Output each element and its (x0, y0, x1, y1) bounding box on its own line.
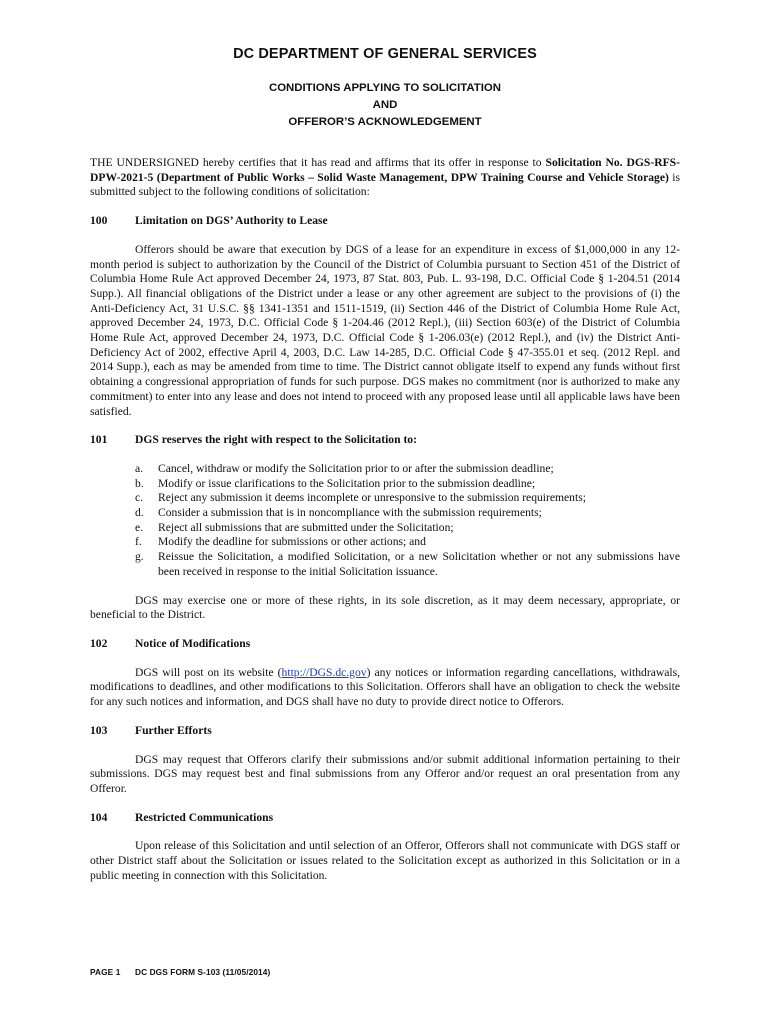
list-item (90, 550, 680, 579)
section-title: Restricted Communications (135, 810, 274, 824)
page-footer (90, 967, 270, 977)
section-103-paragraph: DGS may request that Offerors clarify their submissions and/or submit additional information pertaining to their submissions. DGS may request best and final submissions from any Offeror and/or request an oral presentation from any Offeror. (90, 752, 680, 795)
list-item (90, 521, 680, 536)
section-title: Limitation on DGS’ Authority to Lease (135, 214, 328, 228)
list-item-letter: a. (135, 461, 144, 475)
list-item-text: Reject any submission it deems incomplete or unresponsive to the submission requirements; (158, 491, 586, 505)
section-title: DGS reserves the right with respect to the Solicitation to: (135, 433, 417, 447)
list-item-text: Modify the deadline for submissions or other actions; and (158, 535, 426, 549)
list-item-text: Cancel, withdraw or modify the Solicitation prior to or after the submission deadline; (158, 461, 554, 475)
rights-list (90, 462, 680, 580)
list-item-text: Reissue the Solicitation, a modified Solicitation, or a new Solicitation whether or not any submissions have been received in response to the initial Solicitation issuance. (158, 550, 680, 578)
subtitle-line: CONDITIONS APPLYING TO SOLICITATION (268, 82, 502, 94)
page-number: PAGE 1 (90, 967, 121, 977)
list-item-letter: d. (135, 506, 144, 520)
section-heading-101 (90, 433, 680, 448)
form-number: DC DGS FORM S-103 (11/05/2014) (135, 967, 271, 977)
list-item (90, 477, 680, 492)
section-number: 103 (90, 723, 108, 737)
section-100-paragraph: Offerors should be aware that execution by DGS of a lease for an expenditure in excess of $1,000,000 in any 12-month period is subject to authorization by the Council of the District of Columbia pursuant to Section 451 of the District of Columbia Home Rule Act approved December 24, 1973, 87 Stat. 803, Pub. L. 93-198, D.C. Official Code § 1-204.51 (2014 Supp.). All financial obligations of the District under a lease or any other agreement are subject to the provisions of (i) the Anti-Deficiency Act, 31 U.S.C. §§ 1341-1351 and 1511-1519, (ii) Section 446 of the District of Columbia Home Rule Act, approved December 24, 1973, D.C. Official Code § 1-204.46 (2012 Repl.), (iii) Section 603(e) of the District of Columbia Home Rule Act, approved December 24, 1973, D.C. Official Code § 1-206.03(e) (2012 Repl.), and (iv) the District Anti-Deficiency Act of 2002, effective April 4, 2003, D.C. Law 14-285, D.C. Official Code § 47-355.01 et seq. (2012 Repl. and 2014 Supp.), each as may be amended from time to time. The District cannot obligate itself to expend any funds without first obtaining a congressional appropriation of funds for such purpose. DGS makes no commitment (nor is authorized to make any commitment) to enter into any lease and does not intend to proceed with any proposed lease until all applicable laws have been satisfied. (90, 242, 680, 418)
dgs-website-link[interactable]: http://DGS.dc.gov (281, 665, 367, 679)
list-item-letter: c. (135, 491, 144, 505)
list-item-letter: b. (135, 476, 144, 490)
list-item-text: Modify or issue clarifications to the Solicitation prior to the submission deadline; (158, 476, 536, 490)
section-number: 104 (90, 810, 108, 824)
document-subtitle (0, 80, 770, 131)
section-heading-102 (90, 637, 680, 652)
section-104-paragraph: Upon release of this Solicitation and until selection of an Offeror, Offerors shall not communicate with DGS staff or other District staff about the Solicitation or issues related to the Solicitation except as authorized in this Solicitation or in a public meeting in connection with this Solicitation. (90, 839, 680, 882)
section-number: 102 (90, 636, 108, 650)
document-body (90, 156, 680, 883)
list-item (90, 535, 680, 550)
list-item-text: Consider a submission that is in noncompliance with the submission requirements; (158, 506, 542, 520)
section-102-paragraph (90, 666, 680, 710)
list-item-letter: e. (135, 520, 144, 534)
list-item-letter: g. (135, 550, 144, 564)
intro-text: THE UNDERSIGNED hereby certifies that it has read and affirms that its offer in response to (90, 156, 546, 169)
list-item (90, 506, 680, 521)
section-102-text-end: ) any notices or information regarding cancellations, withdrawals, modifications to deadlines, and other modifications to this Solicitation. Offerors shall have an obligation to check the website for any such notices and information, and DGS shall have no duty to provide direct notice to Offerors. (90, 665, 680, 709)
list-item (90, 491, 680, 506)
subtitle-line: AND (372, 99, 398, 111)
list-item (90, 462, 680, 477)
section-title: Further Efforts (135, 723, 212, 737)
section-heading-103 (90, 724, 680, 739)
intro-paragraph (90, 156, 680, 200)
section-title: Notice of Modifications (135, 636, 251, 650)
subtitle-line: OFFEROR’S ACKNOWLEDGEMENT (288, 116, 482, 128)
intro-text-end: is submitted subject to the following conditions of solicitation: (90, 170, 680, 199)
list-item-text: Reject all submissions that are submitted under the Solicitation; (158, 520, 454, 534)
section-heading-104 (90, 811, 680, 826)
section-heading-100 (90, 214, 680, 229)
section-102-text: DGS will post on its website ( (135, 665, 282, 679)
section-number: 100 (90, 214, 108, 228)
section-101-closing: DGS may exercise one or more of these rights, in its sole discretion, as it may deem necessary, appropriate, or beneficial to the District. (90, 593, 680, 622)
list-item-letter: f. (135, 535, 142, 549)
document-title: DC DEPARTMENT OF GENERAL SERVICES (233, 46, 537, 62)
solicitation-name: Solicitation No. DGS-RFS-DPW-2021-5 (Department of Public Works – Solid Waste Management, DPW Training Course and Vehicle Storage) (90, 156, 680, 184)
section-number: 101 (90, 433, 108, 447)
